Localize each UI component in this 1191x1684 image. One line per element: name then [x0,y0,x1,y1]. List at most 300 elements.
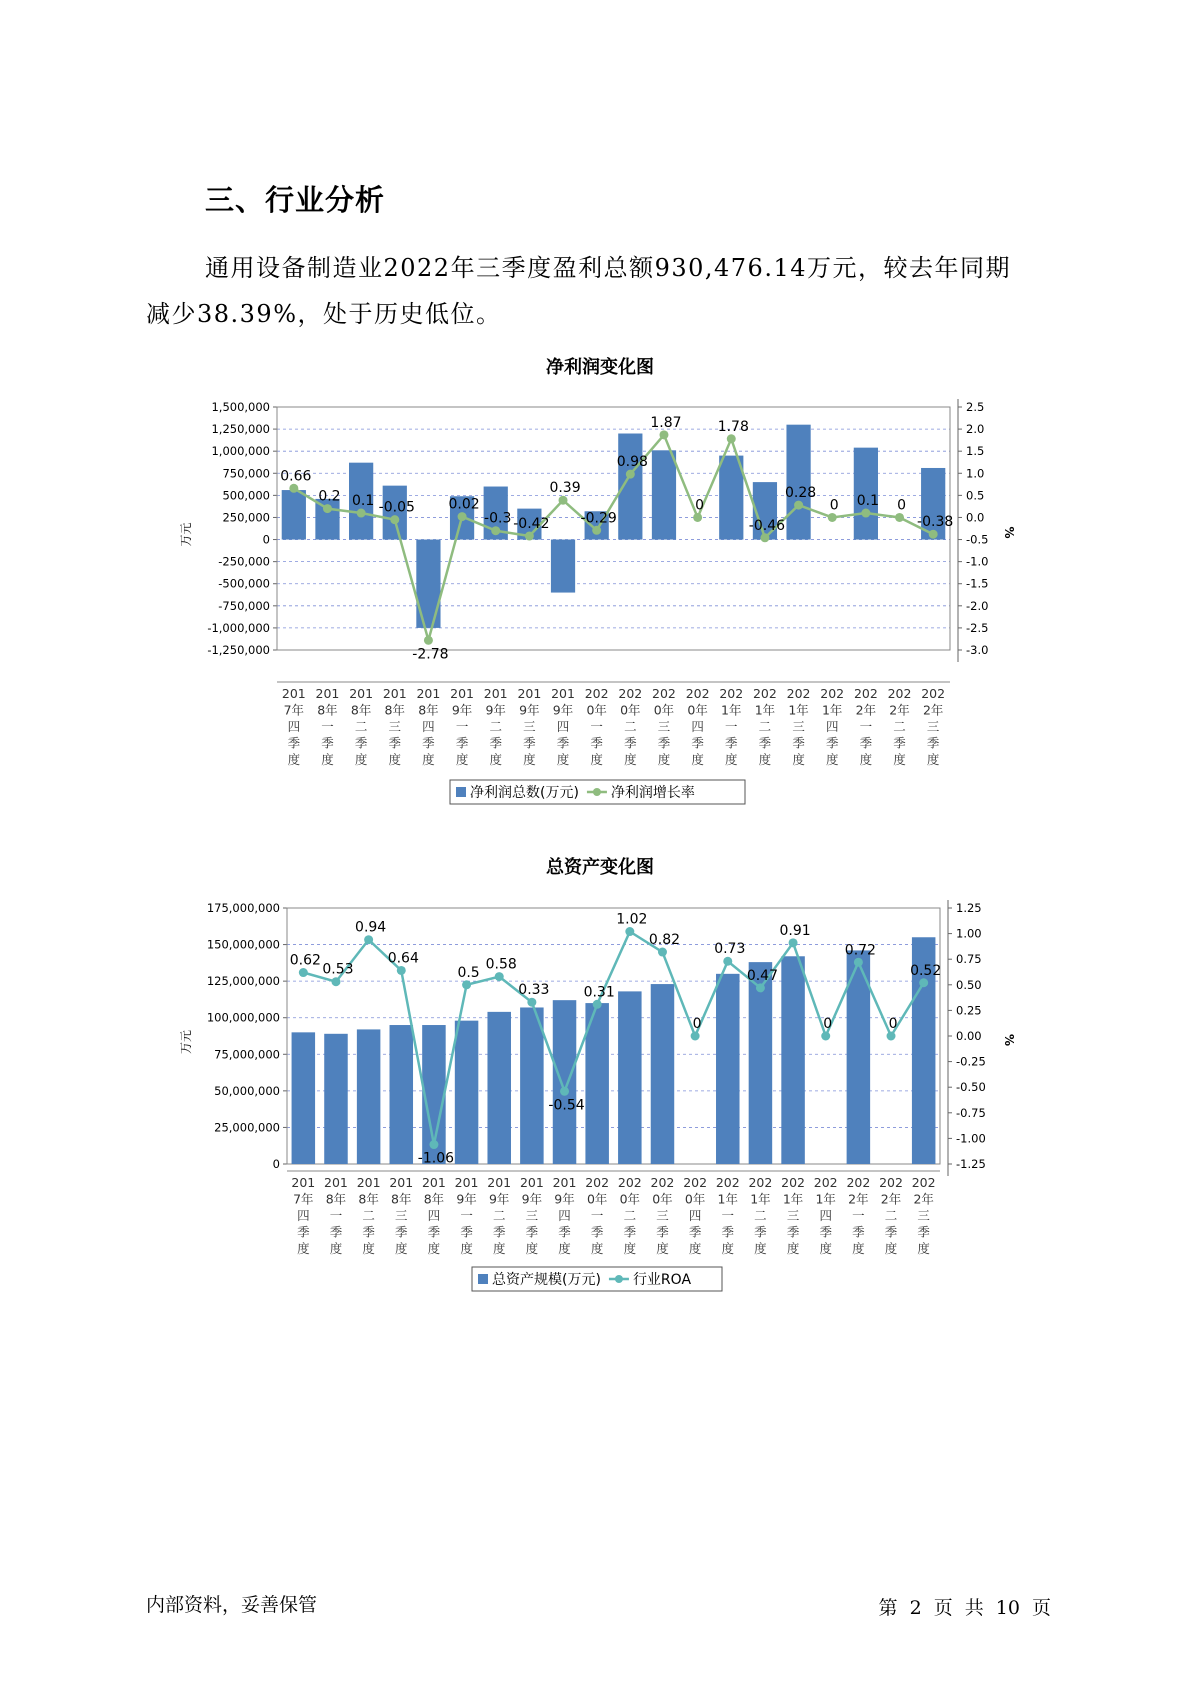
y-tick-label: 1,500,000 [211,400,270,414]
x-tick-label: 度 [754,1241,767,1256]
y2-tick-label: 1.0 [966,466,985,481]
x-tick-label: 三 [657,719,671,734]
data-label: 0.31 [583,984,615,1001]
y-axis-label: 万元 [179,522,193,547]
legend-bar-swatch [478,1274,488,1284]
x-tick-label: 季 [455,735,469,751]
x-tick-label: 四 [819,1208,832,1223]
x-tick-label: 季 [556,735,570,751]
line-point [861,509,870,518]
x-tick-label: 8年 [423,1191,445,1207]
x-tick-label: 二 [492,1208,506,1223]
x-tick-label: 三 [523,719,536,734]
x-tick-label: 0年 [619,1191,641,1207]
x-tick-label: 二 [624,719,637,734]
x-tick-label: 201 [519,1175,544,1190]
x-tick-label: 度 [819,1241,832,1256]
data-label: 0.82 [648,932,681,949]
data-label: 0.5 [457,964,480,981]
footer-page-number: 第 2 页 共 10 页 [878,1597,1051,1619]
plot-frame [277,407,950,650]
data-label: 0.52 [910,962,942,979]
x-tick-label: 2年 [848,1191,869,1207]
x-tick-label: 季 [656,1224,669,1240]
x-tick-label: 0年 [652,1191,673,1207]
line-point [794,501,803,510]
x-tick-label: 季 [427,1224,441,1240]
x-tick-label: 度 [297,1241,310,1256]
x-tick-label: 季 [624,735,637,751]
x-tick-label: 9年 [488,1191,510,1207]
x-tick-label: 202 [781,1175,806,1190]
x-tick-label: 季 [819,1224,832,1240]
x-tick-label: 202 [786,686,811,701]
chart-title: 总资产变化图 [546,857,654,878]
data-label: -0.54 [548,1097,585,1114]
x-tick-label: 度 [725,752,738,767]
x-tick-label: 季 [721,1224,735,1240]
data-label: -0.46 [748,517,786,534]
line-point [625,927,634,936]
x-tick-label: 202 [652,686,676,701]
data-label: -0.05 [378,499,415,516]
x-tick-label: 202 [846,1175,871,1190]
x-tick-label: 二 [354,719,368,734]
bar [487,1012,511,1164]
legend-bar-label: 净利润总数(万元) [470,785,579,801]
legend-line-marker [615,1275,623,1283]
bar [357,1029,381,1164]
x-tick-label: 度 [395,1241,408,1256]
x-tick-label: 度 [427,1241,441,1256]
x-tick-label: 201 [356,1175,381,1190]
x-tick-label: 季 [893,735,906,751]
x-tick-label: 度 [455,752,469,767]
x-tick-label: 202 [585,1175,610,1190]
line-point [429,1140,438,1149]
bar [282,490,306,539]
x-tick-label: 202 [685,686,710,701]
x-tick-label: 一 [455,719,469,734]
line-point [559,496,568,505]
plot-frame [287,908,940,1164]
x-tick-label: 季 [917,1224,930,1240]
line-point [756,983,765,992]
y2-axis-label: % [1002,1033,1016,1047]
x-tick-label: 季 [688,1224,702,1240]
x-tick-label: 一 [329,1208,343,1223]
total-assets-chart [0,855,1191,1325]
chart-title: 净利润变化图 [546,357,654,378]
x-tick-label: 8年 [325,1191,347,1207]
x-tick-label: 季 [754,1224,767,1240]
x-tick-label: 2年 [889,702,910,718]
x-tick-label: 8年 [391,1191,412,1207]
data-label: 1.87 [650,414,682,431]
y-tick-label: 1,000,000 [211,444,270,459]
x-tick-label: 度 [590,1241,604,1256]
x-tick-label: 四 [287,719,301,734]
x-tick-label: 9年 [521,1191,543,1207]
x-tick-label: 季 [460,1224,473,1240]
x-tick-label: 度 [354,752,368,767]
x-tick-label: 季 [558,1224,571,1240]
x-tick-label: 季 [852,1224,865,1240]
data-label: 0.2 [318,488,341,505]
x-tick-label: 季 [884,1224,898,1240]
x-tick-label: 9年 [456,1191,477,1207]
x-tick-label: 201 [483,686,508,701]
x-tick-label: 度 [792,752,805,767]
line-point [397,966,406,975]
y-axis-label: 万元 [179,1029,193,1055]
y-tick-label: 1,250,000 [211,422,270,437]
x-tick-label: 1年 [721,702,742,718]
x-tick-label: 季 [287,735,301,751]
x-tick-label: 8年 [317,702,338,718]
y-tick-label: 750,000 [222,466,270,481]
line-point [299,968,308,977]
y2-tick-label: -1.25 [956,1157,986,1171]
x-tick-label: 0年 [684,1191,706,1207]
data-label: 0.66 [280,468,312,485]
line-point [895,513,904,522]
x-tick-label: 三 [388,719,402,734]
bar [455,1021,479,1164]
x-tick-label: 二 [489,719,502,734]
y2-tick-label: -1.5 [966,576,989,591]
y2-tick-label: -2.5 [966,620,989,635]
x-tick-label: 度 [721,1241,735,1256]
data-label: 0.33 [518,982,550,999]
x-tick-label: 1年 [788,702,809,718]
data-label: -0.3 [484,510,512,527]
legend-line-label: 净利润增长率 [610,785,695,801]
x-tick-label: 度 [558,1241,571,1256]
y-tick-label: 0 [272,1157,280,1171]
x-tick-label: 201 [291,1175,316,1190]
x-tick-label: 一 [590,1208,604,1223]
bar [651,984,675,1164]
x-tick-label: 0年 [586,1191,608,1207]
x-tick-label: 1年 [782,1191,804,1207]
x-tick-label: 度 [691,752,704,767]
data-label: 0.72 [844,942,876,959]
x-tick-label: 度 [492,1241,506,1256]
data-label: 0.58 [485,956,517,973]
x-tick-label: 202 [911,1175,936,1190]
y2-tick-label: 0.0 [966,510,985,525]
y-tick-label: 50,000,000 [214,1083,280,1098]
line-point [331,977,340,986]
x-tick-label: 四 [825,719,839,734]
x-tick-label: 季 [395,1224,408,1240]
x-tick-label: 一 [460,1208,473,1223]
x-tick-label: 201 [389,1175,414,1190]
line-point [821,1032,830,1041]
x-tick-label: 度 [525,1241,539,1256]
line-point [854,958,863,967]
data-label: 0.53 [322,961,354,978]
y2-tick-label: 0.5 [966,488,985,503]
data-label: 0.91 [779,922,811,939]
y2-tick-label: -0.25 [956,1054,986,1069]
x-tick-label: 度 [623,1241,637,1256]
x-tick-label: 0年 [620,702,641,718]
x-tick-label: 三 [917,1208,930,1223]
y2-tick-label: -3.0 [966,643,989,657]
x-tick-label: 202 [853,686,878,701]
x-tick-label: 一 [590,719,603,734]
y2-tick-label: -0.50 [956,1080,986,1095]
legend-line-label: 行业ROA [632,1272,692,1288]
x-tick-label: 季 [859,735,873,751]
bar [716,974,740,1164]
y2-axis-label: % [1002,526,1016,539]
x-tick-label: 季 [691,735,704,751]
y2-tick-label: -1.00 [956,1131,986,1146]
bar [786,425,810,540]
x-tick-label: 季 [297,1224,310,1240]
x-tick-label: 201 [517,686,542,701]
x-tick-label: 度 [590,752,603,767]
data-label: 0 [823,1016,833,1032]
line-point [929,530,938,539]
line-point [828,513,837,522]
bar [292,1032,316,1164]
x-tick-label: 一 [725,719,738,734]
x-tick-label: 7年 [293,1191,314,1207]
line-point [919,978,928,987]
y2-tick-label: 1.5 [966,444,985,459]
x-tick-label: 1年 [821,702,843,718]
y-tick-label: 250,000 [222,510,270,525]
x-tick-label: 季 [786,1224,800,1240]
y2-tick-label: -1.0 [966,554,989,569]
x-tick-label: 二 [362,1208,375,1223]
x-tick-label: 202 [650,1175,675,1190]
y-tick-label: 150,000,000 [206,937,280,952]
x-tick-label: 度 [624,752,637,767]
x-tick-label: 度 [460,1241,473,1256]
x-tick-label: 二 [623,1208,637,1223]
x-tick-label: 201 [281,686,306,701]
x-tick-label: 季 [657,735,671,751]
line-point [495,972,504,981]
data-label: -0.38 [917,514,954,531]
x-tick-label: 201 [487,1175,512,1190]
x-tick-label: 7年 [283,702,305,718]
x-tick-label: 四 [691,719,704,734]
x-tick-label: 201 [454,1175,479,1190]
x-tick-label: 二 [758,719,772,734]
data-label: 0 [695,497,705,514]
x-tick-label: 度 [321,752,334,767]
x-tick-label: 1年 [717,1191,739,1207]
data-label: 0 [829,497,839,514]
x-tick-label: 度 [926,752,940,767]
x-tick-label: 202 [584,686,609,701]
x-tick-label: 8年 [418,702,439,718]
bar [553,1000,577,1164]
x-tick-label: 度 [523,752,536,767]
data-label: 0.62 [289,952,321,969]
x-tick-label: 度 [656,1241,669,1256]
x-tick-label: 四 [297,1208,310,1223]
x-tick-label: 202 [618,686,643,701]
x-tick-label: 9年 [451,702,473,718]
x-tick-label: 三 [786,1208,800,1223]
line-point [659,430,668,439]
line-point [527,998,536,1007]
x-tick-label: 202 [748,1175,773,1190]
data-label: -0.29 [580,510,617,527]
line-point [723,957,732,966]
line-point [357,509,366,518]
y2-tick-label: 1.25 [956,901,982,915]
x-tick-label: 季 [489,735,502,751]
x-tick-label: 二 [754,1208,767,1223]
footer-confidential: 内部资料，妥善保管 [146,1594,318,1616]
line-point [887,1032,896,1041]
line-point [289,484,298,493]
net-profit-chart [0,355,1191,825]
y-tick-label: -500,000 [218,576,270,591]
x-tick-label: 度 [688,1241,702,1256]
x-tick-label: 201 [315,686,340,701]
line-point [592,526,601,535]
y2-tick-label: -2.0 [966,598,989,613]
x-tick-label: 2年 [855,702,877,718]
bar [618,991,642,1164]
x-tick-label: 季 [792,735,805,751]
line-point [760,533,769,542]
data-label: 0.47 [746,967,779,984]
line-point [789,938,798,947]
line-point [390,515,399,524]
x-tick-label: 201 [382,686,407,701]
x-tick-label: 季 [362,1224,375,1240]
x-tick-label: 202 [921,686,946,701]
y-tick-label: -250,000 [218,554,270,569]
x-tick-label: 三 [395,1208,408,1223]
x-tick-label: 度 [758,752,772,767]
x-tick-label: 8年 [384,702,406,718]
x-tick-label: 季 [388,735,402,751]
x-tick-label: 季 [623,1224,637,1240]
x-tick-label: 季 [725,735,738,751]
legend-line-marker [593,788,601,796]
x-tick-label: 四 [556,719,570,734]
x-tick-label: 8年 [358,1191,379,1207]
data-label: 0.98 [616,454,648,471]
y2-tick-label: 1.00 [956,926,982,941]
x-tick-label: 201 [324,1175,348,1190]
bar [749,962,773,1164]
x-tick-label: 201 [349,686,374,701]
x-tick-label: 度 [884,1241,898,1256]
line-point [491,526,500,535]
x-tick-label: 季 [492,1224,506,1240]
x-tick-label: 9年 [485,702,506,718]
x-tick-label: 四 [688,1208,702,1223]
y2-tick-label: 0.25 [956,1003,982,1018]
data-label: 0 [692,1016,702,1032]
line-point [364,935,373,944]
x-tick-label: 202 [752,686,777,701]
y-tick-label: -1,000,000 [207,620,270,635]
line-point [462,980,471,989]
y-tick-label: 25,000,000 [214,1120,280,1135]
x-tick-label: 四 [427,1208,441,1223]
paragraph-line-1: 通用设备制造业2022年三季度盈利总额930,476.14万元，较去年同期 [205,254,1011,282]
x-tick-label: 度 [362,1241,375,1256]
bar [719,456,743,540]
x-tick-label: 201 [416,686,441,701]
data-label: 0.02 [448,496,480,513]
y2-tick-label: 0.75 [956,952,982,967]
data-label: 0.64 [387,950,419,967]
x-tick-label: 201 [450,686,475,701]
data-label: 1.02 [616,911,648,928]
x-tick-label: 季 [758,735,772,751]
y2-tick-label: 0.50 [956,977,982,992]
data-label: 1.78 [717,418,749,435]
x-tick-label: 季 [525,1224,539,1240]
bar [652,450,676,539]
data-label: 0.1 [351,493,375,510]
x-tick-label: 季 [590,1224,604,1240]
y-tick-label: 100,000,000 [206,1010,280,1025]
x-tick-label: 季 [523,735,536,751]
legend-bar-swatch [456,787,466,797]
y2-tick-label: 2.5 [966,400,985,414]
x-tick-label: 季 [329,1224,343,1240]
x-tick-label: 度 [657,752,671,767]
x-tick-label: 一 [321,719,334,734]
line-point [693,513,702,522]
bar [416,540,440,628]
y2-tick-label: -0.75 [956,1105,986,1120]
x-tick-label: 二 [884,1208,898,1223]
x-tick-label: 季 [590,735,603,751]
section-title: 三、行业分析 [205,183,386,217]
line-point [626,470,635,479]
x-tick-label: 2年 [880,1191,902,1207]
y-tick-label: 500,000 [222,488,270,503]
x-tick-label: 季 [422,735,435,751]
x-tick-label: 一 [859,719,873,734]
x-tick-label: 季 [354,735,368,751]
y-tick-label: 175,000,000 [206,901,280,915]
data-label: 0.39 [549,480,581,497]
y-tick-label: 75,000,000 [214,1047,280,1062]
x-tick-label: 季 [825,735,839,751]
line-point [593,1000,602,1009]
y-tick-label: -1,250,000 [207,643,270,657]
x-tick-label: 202 [715,1175,740,1190]
x-tick-label: 0年 [586,702,607,718]
x-tick-label: 三 [926,719,940,734]
y-tick-label: -750,000 [218,598,270,613]
data-label: -1.06 [417,1150,455,1167]
line-point [323,504,332,513]
x-tick-label: 三 [656,1208,669,1223]
x-tick-label: 度 [917,1241,930,1256]
x-tick-label: 9年 [552,702,574,718]
x-tick-label: 度 [786,1241,800,1256]
line-point [658,948,667,957]
